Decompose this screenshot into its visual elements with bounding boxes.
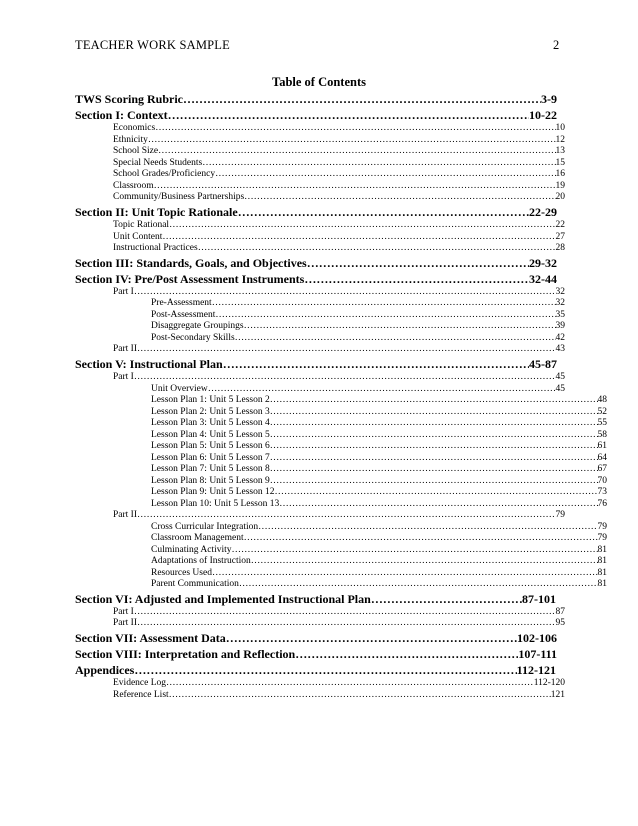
toc-entry-label: Pre-Assessment bbox=[151, 298, 212, 309]
toc-entry-label: Special Needs Students bbox=[113, 157, 203, 168]
toc-entry-page: 81 bbox=[597, 544, 607, 555]
toc-entry-page: 121 bbox=[550, 689, 565, 700]
toc-entry-label: Section IV: Pre/Post Assessment Instruments bbox=[75, 271, 305, 286]
running-header-title: TEACHER WORK SAMPLE bbox=[75, 38, 230, 52]
toc-subentry[interactable] bbox=[75, 372, 565, 384]
toc-entry-label: Lesson Plan 3: Unit 5 Lesson 4 bbox=[151, 418, 270, 429]
toc-entry-label: Unit Overview bbox=[151, 383, 208, 394]
toc-subentry[interactable] bbox=[75, 441, 607, 453]
dot-leader bbox=[162, 232, 555, 244]
toc-section-entry[interactable] bbox=[75, 646, 557, 662]
toc-subentry[interactable] bbox=[75, 418, 607, 430]
toc-subentry[interactable] bbox=[75, 607, 565, 619]
toc-entry-label: Part II bbox=[113, 344, 138, 355]
toc-entry-page: 102-106 bbox=[517, 630, 557, 645]
toc-entry-label: Part I bbox=[113, 606, 134, 617]
toc-entry-label: Part II bbox=[113, 618, 138, 629]
toc-entry-label: Reference List bbox=[113, 689, 169, 700]
toc-subentry[interactable] bbox=[75, 487, 607, 499]
toc-subentry[interactable] bbox=[75, 232, 565, 244]
toc-entry-label: Lesson Plan 2: Unit 5 Lesson 3 bbox=[151, 406, 270, 417]
toc-subentry[interactable] bbox=[75, 499, 607, 511]
toc-entry-page: 81 bbox=[597, 567, 607, 578]
dot-leader bbox=[244, 321, 556, 333]
dot-leader bbox=[154, 181, 556, 193]
toc-subentry[interactable] bbox=[75, 556, 607, 568]
toc-entry-label: Lesson Plan 7: Unit 5 Lesson 8 bbox=[151, 464, 270, 475]
toc-subentry[interactable] bbox=[75, 579, 607, 591]
toc-entry-page: 95 bbox=[555, 618, 565, 629]
dot-leader bbox=[223, 356, 529, 372]
toc-entry-page: 35 bbox=[555, 309, 565, 320]
dot-leader bbox=[169, 220, 555, 232]
toc-subentry[interactable] bbox=[75, 192, 565, 204]
toc-entry-page: 32 bbox=[555, 286, 565, 297]
dot-leader bbox=[166, 678, 534, 690]
toc-subentry[interactable] bbox=[75, 169, 565, 181]
dot-leader bbox=[235, 333, 556, 345]
toc-entry-page: 58 bbox=[597, 429, 607, 440]
dot-leader bbox=[270, 476, 598, 488]
dot-leader bbox=[244, 533, 598, 545]
toc-section-entry[interactable] bbox=[75, 107, 557, 123]
toc-entry-label: Community/Business Partnerships bbox=[113, 192, 245, 203]
dot-leader bbox=[270, 407, 598, 419]
dot-leader bbox=[198, 243, 556, 255]
toc-entry-label: Post-Secondary Skills bbox=[151, 332, 235, 343]
dot-leader bbox=[134, 287, 556, 299]
toc-subentry[interactable] bbox=[75, 453, 607, 465]
dot-leader bbox=[212, 568, 598, 580]
toc-entry-label: Lesson Plan 6: Unit 5 Lesson 7 bbox=[151, 452, 270, 463]
toc-entry-label: Lesson Plan 8: Unit 5 Lesson 9 bbox=[151, 475, 270, 486]
toc-entry-page: 10 bbox=[555, 123, 565, 134]
dot-leader bbox=[244, 192, 555, 204]
toc-entry-page: 55 bbox=[597, 418, 607, 429]
dot-leader bbox=[215, 169, 555, 181]
toc-subentry[interactable] bbox=[75, 333, 565, 345]
dot-leader bbox=[371, 591, 522, 607]
dot-leader bbox=[226, 630, 517, 646]
toc-entry-page: 29-32 bbox=[529, 255, 557, 270]
page-number: 2 bbox=[553, 38, 560, 52]
toc-subentry[interactable] bbox=[75, 678, 565, 690]
toc-entry-page: 52 bbox=[597, 406, 607, 417]
dot-leader bbox=[212, 298, 556, 310]
toc-section-entry[interactable] bbox=[75, 255, 557, 271]
toc-subentry[interactable] bbox=[75, 395, 607, 407]
toc-entry-label: Topic Rational bbox=[113, 220, 170, 231]
dot-leader bbox=[295, 646, 518, 662]
toc-section-entry[interactable] bbox=[75, 630, 557, 646]
toc-entry-page: 16 bbox=[555, 169, 565, 180]
toc-subentry[interactable] bbox=[75, 220, 565, 232]
toc-subentry[interactable] bbox=[75, 430, 607, 442]
toc-entry-page: 43 bbox=[555, 344, 565, 355]
toc-entry-page: 87 bbox=[555, 606, 565, 617]
toc-subentry[interactable] bbox=[75, 310, 565, 322]
toc-entry-label: School Grades/Proficiency bbox=[113, 169, 216, 180]
toc-entry-label: Disaggregate Groupings bbox=[151, 321, 244, 332]
toc-subentry[interactable] bbox=[75, 287, 565, 299]
toc-entry-page: 3-9 bbox=[541, 92, 557, 106]
toc-subentry[interactable] bbox=[75, 344, 565, 356]
dot-leader bbox=[168, 107, 529, 123]
toc-subentry[interactable] bbox=[75, 181, 565, 193]
dot-leader bbox=[258, 522, 597, 534]
dot-leader bbox=[239, 579, 598, 591]
toc-entry-page: 32-44 bbox=[529, 271, 557, 286]
toc-entry-label: Section II: Unit Topic Rationale bbox=[75, 204, 238, 219]
toc-entry-label: Resources Used bbox=[151, 567, 212, 578]
toc-entry-label: Lesson Plan 9: Unit 5 Lesson 12 bbox=[151, 487, 275, 498]
toc-title: Table of Contents bbox=[272, 75, 366, 89]
toc-entry-label: Part II bbox=[113, 510, 138, 521]
dot-leader bbox=[270, 395, 598, 407]
toc-subentry[interactable] bbox=[75, 533, 607, 545]
toc-entry-label: Economics bbox=[113, 123, 156, 134]
toc-section-entry[interactable] bbox=[75, 591, 556, 607]
toc-entry-label: Part I bbox=[113, 286, 134, 297]
toc-entry-label: Section VIII: Interpretation and Reflection bbox=[75, 647, 296, 661]
toc-subentry[interactable] bbox=[75, 384, 565, 396]
toc-entry-label: Classroom bbox=[113, 180, 154, 191]
toc-entry-page: 22 bbox=[555, 220, 565, 231]
dot-leader bbox=[270, 430, 598, 442]
toc-entry-page: 22-29 bbox=[529, 204, 557, 219]
dot-leader bbox=[238, 204, 529, 220]
dot-leader bbox=[155, 123, 555, 135]
dot-leader bbox=[279, 499, 597, 511]
toc-section-entry[interactable] bbox=[75, 356, 557, 372]
toc-entry-label: Instructional Practices bbox=[113, 243, 198, 254]
toc-entry-page: 73 bbox=[597, 487, 607, 498]
toc-entry-page: 45-87 bbox=[529, 356, 557, 371]
dot-leader bbox=[270, 441, 598, 453]
toc-entry-page: 27 bbox=[555, 231, 565, 242]
toc-entry-label: Section VI: Adjusted and Implemented Instructional Plan bbox=[75, 591, 371, 606]
toc-entry-label: Part I bbox=[113, 372, 134, 383]
toc-entry-label: School Size bbox=[113, 146, 159, 157]
dot-leader bbox=[169, 690, 551, 702]
toc-entry-page: 45 bbox=[555, 383, 565, 394]
toc-entry-page: 19 bbox=[555, 180, 565, 191]
toc-subentry[interactable] bbox=[75, 568, 607, 580]
toc-section-entry[interactable] bbox=[75, 204, 557, 220]
toc-entry-page: 15 bbox=[555, 157, 565, 168]
dot-leader bbox=[270, 418, 598, 430]
toc-subentry[interactable] bbox=[75, 321, 565, 333]
toc-entry-label: Lesson Plan 4: Unit 5 Lesson 5 bbox=[151, 429, 270, 440]
dot-leader bbox=[202, 158, 555, 170]
toc-entry-page: 64 bbox=[597, 452, 607, 463]
dot-leader bbox=[215, 310, 555, 322]
toc-entry-page: 76 bbox=[597, 498, 607, 509]
dot-leader bbox=[270, 464, 598, 476]
toc-entry-label: Evidence Log bbox=[113, 678, 167, 689]
dot-leader bbox=[137, 510, 555, 522]
toc-entry-label: Parent Communication bbox=[151, 579, 239, 590]
toc-subentry[interactable] bbox=[75, 545, 607, 557]
toc-subentry[interactable] bbox=[75, 522, 607, 534]
dot-leader bbox=[275, 487, 598, 499]
dot-leader bbox=[270, 453, 598, 465]
toc-entry-label: TWS Scoring Rubric bbox=[75, 92, 184, 106]
toc-entry-label: Section VII: Assessment Data bbox=[75, 630, 226, 645]
toc-subentry[interactable] bbox=[75, 476, 607, 488]
dot-leader bbox=[208, 384, 556, 396]
toc-entry-page: 112-120 bbox=[533, 678, 565, 689]
toc-entry-label: Post-Assessment bbox=[151, 309, 216, 320]
toc-entry-label: Adaptations of Instruction bbox=[151, 556, 251, 567]
toc-entry-page: 79 bbox=[597, 521, 607, 532]
toc-entry-page: 112-121 bbox=[516, 663, 556, 678]
toc-entry-page: 20 bbox=[555, 192, 565, 203]
toc-entry-page: 81 bbox=[597, 556, 607, 567]
toc-entry-label: Section III: Standards, Goals, and Objectives bbox=[75, 255, 307, 270]
toc-section-entry[interactable] bbox=[75, 662, 556, 678]
toc-subentry[interactable] bbox=[75, 618, 565, 630]
dot-leader bbox=[134, 662, 516, 678]
toc-entry-page: 79 bbox=[597, 533, 607, 544]
toc-subentry[interactable] bbox=[75, 135, 565, 147]
toc-subentry[interactable] bbox=[75, 690, 565, 702]
toc-entry-label: Ethnicity bbox=[113, 134, 148, 145]
toc-entry-label: Appendices bbox=[75, 663, 135, 678]
toc-entry-page: 32 bbox=[555, 298, 565, 309]
dot-leader bbox=[251, 556, 598, 568]
toc-subentry[interactable] bbox=[75, 243, 565, 255]
toc-entry-page: 81 bbox=[597, 579, 607, 590]
dot-leader bbox=[137, 344, 555, 356]
toc-subentry[interactable] bbox=[75, 464, 607, 476]
toc-entry-label: Unit Content bbox=[113, 231, 163, 242]
toc-entry-page: 70 bbox=[597, 475, 607, 486]
toc-entry-label: Lesson Plan 10: Unit 5 Lesson 13 bbox=[151, 498, 280, 509]
toc-entry-page: 107-111 bbox=[518, 647, 557, 661]
dot-leader bbox=[158, 146, 555, 158]
dot-leader bbox=[183, 91, 541, 107]
toc-subentry[interactable] bbox=[75, 510, 565, 522]
dot-leader bbox=[307, 255, 529, 271]
toc-entry-page: 42 bbox=[555, 332, 565, 343]
toc-entry-page: 48 bbox=[597, 395, 607, 406]
toc-entry-page: 13 bbox=[555, 146, 565, 157]
toc-entry-label: Cross Curricular Integration bbox=[151, 521, 259, 532]
toc-entry-page: 79 bbox=[555, 510, 565, 521]
toc-entry-page: 45 bbox=[555, 372, 565, 383]
toc-entry-page: 39 bbox=[555, 321, 565, 332]
toc-section-entry[interactable] bbox=[75, 91, 557, 107]
toc-entry-label: Lesson Plan 1: Unit 5 Lesson 2 bbox=[151, 395, 270, 406]
toc-entry-label: Lesson Plan 5: Unit 5 Lesson 6 bbox=[151, 441, 270, 452]
toc-entry-page: 10-22 bbox=[529, 108, 557, 123]
toc-entry-label: Section I: Context bbox=[75, 108, 168, 123]
toc-section-entry[interactable] bbox=[75, 271, 557, 287]
toc-subentry[interactable] bbox=[75, 158, 565, 170]
dot-leader bbox=[304, 271, 529, 287]
toc-entry-page: 87-101 bbox=[522, 591, 556, 606]
dot-leader bbox=[137, 618, 555, 630]
toc-subentry[interactable] bbox=[75, 123, 565, 135]
table-of-contents bbox=[75, 91, 607, 701]
toc-entry-label: Classroom Management bbox=[151, 533, 244, 544]
dot-leader bbox=[134, 607, 556, 619]
toc-entry-label: Section V: Instructional Plan bbox=[75, 356, 223, 371]
toc-entry-page: 61 bbox=[597, 441, 607, 452]
toc-subentry[interactable] bbox=[75, 146, 565, 158]
toc-entry-label: Culminating Activity bbox=[151, 544, 232, 555]
toc-entry-page: 12 bbox=[555, 134, 565, 145]
toc-subentry[interactable] bbox=[75, 298, 565, 310]
dot-leader bbox=[134, 372, 556, 384]
toc-entry-page: 67 bbox=[597, 464, 607, 475]
dot-leader bbox=[232, 545, 598, 557]
toc-entry-page: 28 bbox=[555, 243, 565, 254]
toc-subentry[interactable] bbox=[75, 407, 607, 419]
dot-leader bbox=[148, 135, 556, 147]
